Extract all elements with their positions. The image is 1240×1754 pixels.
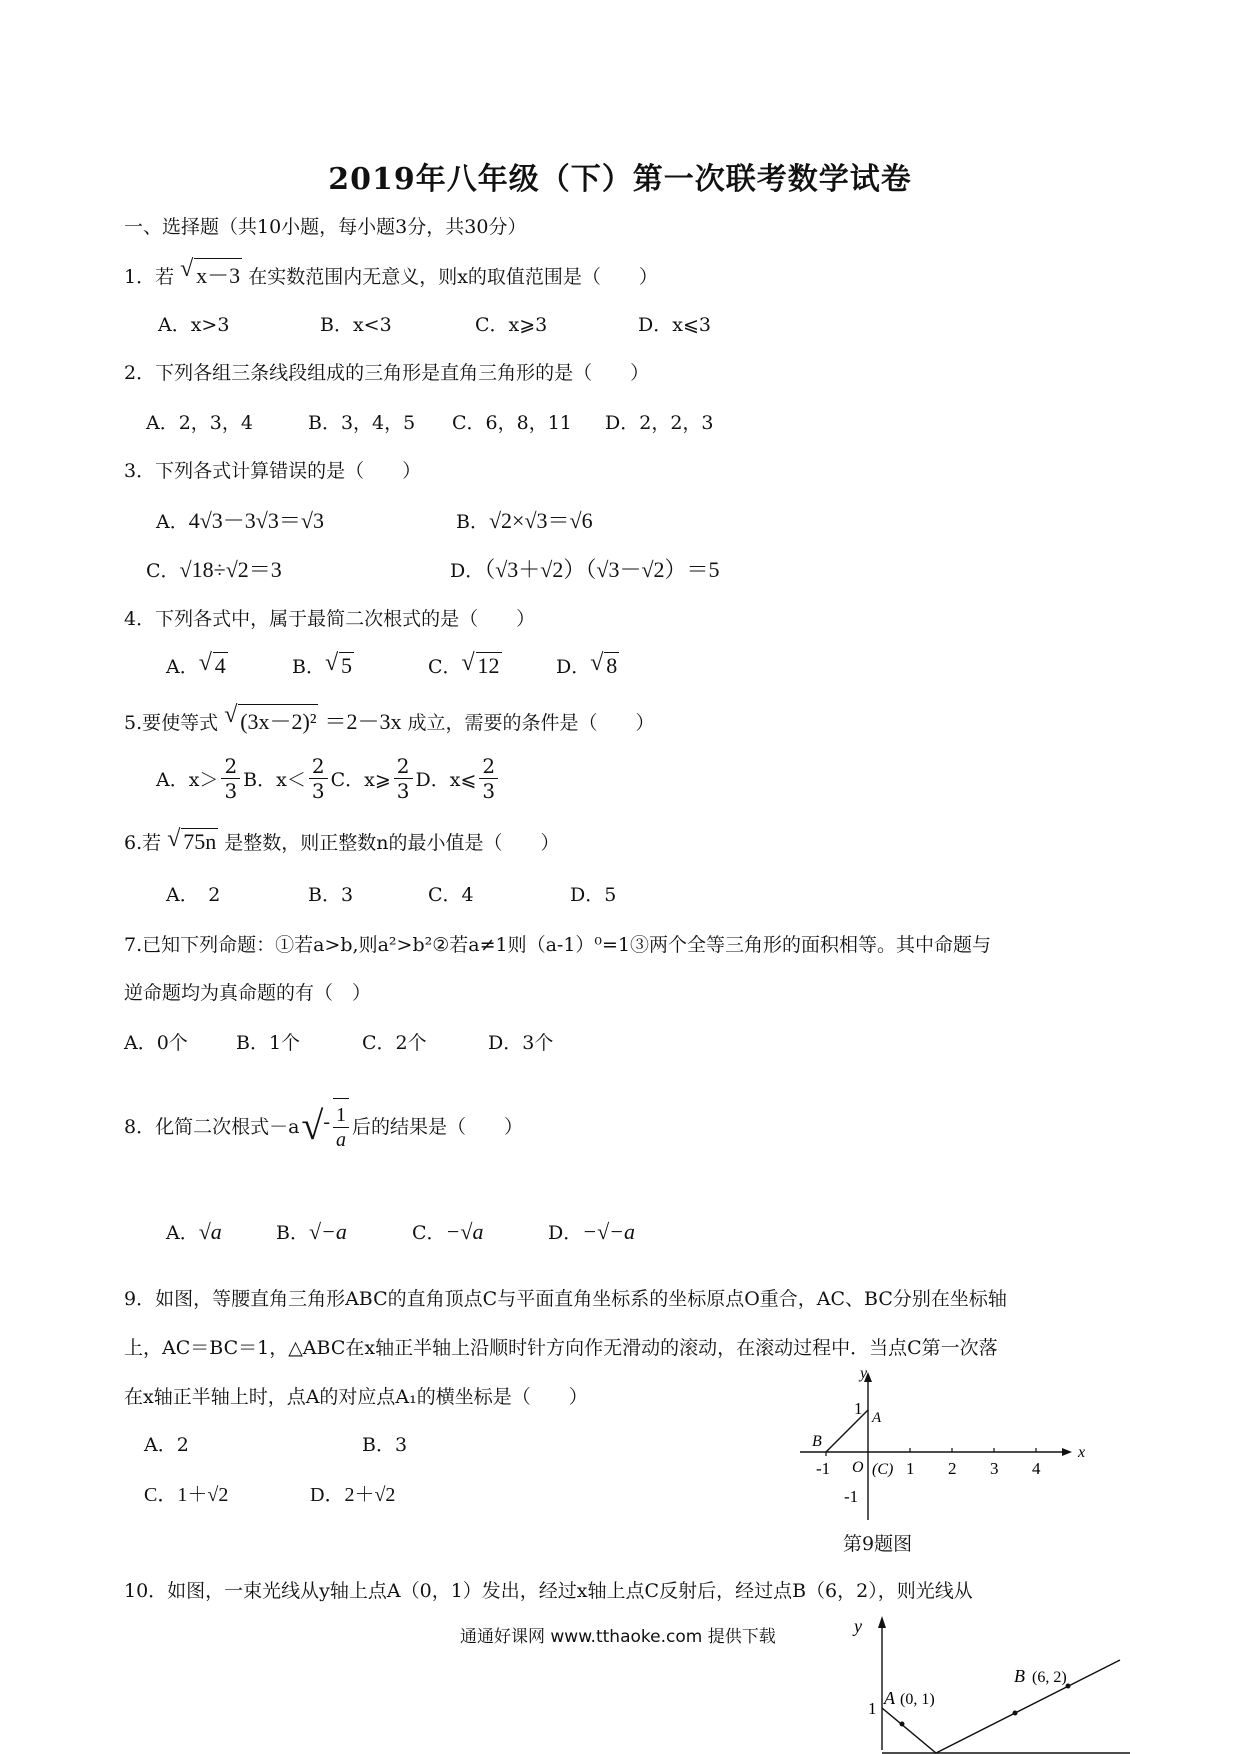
q5-b-num: 2 [309,754,328,779]
q1-suffix: 在实数范围内无意义，则x的取值范围是（ ） [248,266,658,288]
q8-option-c [412,1218,483,1245]
question-9-line-2: 上，AC＝BC＝1，△ABC在x轴正半轴上沿顺时针方向作无滑动的滚动，在滚动过程中．当点C第一次落 [124,1337,998,1359]
q3-a-label: A． [156,511,189,533]
q9-option-b: B．3 [362,1434,408,1456]
q9-y-tick-neg1: -1 [844,1487,859,1506]
q4-option-b [292,652,354,679]
q5-b-label: B．x＜ [243,769,306,791]
q8-frac-num: 1 [333,1103,349,1128]
section-heading: 一、选择题（共10小题，每小题3分，共30分） [124,216,527,238]
q10-y-arrow-icon [878,1616,886,1628]
q5-prefix: 5.要使等式 [124,712,219,734]
q8-suffix: 后的结果是（ ） [352,1115,524,1138]
q6-radicand: 75n [183,829,217,854]
q4-d-radical: √ 8 [590,650,618,678]
q7-option-b: B．1个 [236,1032,301,1054]
q5-b-den: 3 [311,779,325,803]
q8-option-b [276,1218,347,1245]
q5-b-fraction [309,754,328,803]
q1-option-b: B．x<3 [320,314,392,336]
q2-option-b: B．3，4，5 [308,412,416,434]
q4-d-label: D． [556,656,591,678]
q5-d-den: 3 [482,779,496,803]
q8-a-label: A． [166,1222,199,1244]
q3-d-expr: （√3＋√2）（√3－√2）＝5 [484,557,720,582]
q9-y-tick-1: 1 [854,1399,863,1418]
q5-a-den: 3 [224,779,238,803]
q9-x-tick-1: 1 [906,1459,915,1478]
q7-option-d: D．3个 [488,1032,554,1054]
q8-radical-sign: √ [301,1102,324,1148]
q3-option-c [146,553,282,584]
q3-option-a [156,504,324,535]
q5-suffix: 成立，需要的条件是（ ） [407,712,655,734]
q6-option-c: C．4 [428,884,474,906]
q5-equation-rhs: ＝2－3x [324,709,402,734]
q6-prefix: 6.若 [124,832,162,854]
q5-radical: √ (3x－2)² [224,702,317,734]
q3-c-expr: √18÷√2＝3 [179,557,282,582]
q4-a-radical: √ 4 [198,650,226,678]
q5-a-fraction [221,754,240,803]
question-7-line-2: 逆命题均为真命题的有（ ） [124,982,372,1004]
question-10-line-1: 10．如图，一束光线从y轴上点A（0，1）发出，经过x轴上点C反射后，经过点B（6，2），则光线从 [124,1580,973,1602]
q9-point-b: B [812,1433,822,1450]
q3-b-expr: √2×√3＝√6 [488,508,593,533]
q8-a-expr: √a [198,1219,222,1244]
q4-option-a [166,652,228,679]
q9-figure-caption: 第9题图 [843,1533,913,1555]
question-5 [124,704,655,736]
q7-option-c: C．2个 [362,1032,427,1054]
q4-c-radical: √ 12 [461,650,500,678]
q1-prefix: 1．若 [124,266,175,288]
q6-radical: √ 75n [167,826,217,854]
question-9-line-1: 9．如图，等腰直角三角形ABC的直角顶点C与平面直角坐标系的坐标原点O重合，AC、BC分别在坐标轴 [124,1288,1007,1310]
q6-option-b: B．3 [308,884,354,906]
q10-point-a: A [884,1688,895,1708]
q4-option-c [428,652,502,679]
q8-prefix: 8．化简二次根式－a [124,1115,300,1138]
q5-c-num: 2 [394,754,413,779]
q10-figure [840,1600,1140,1754]
q8-b-expr: √−a [308,1219,347,1244]
q9-point-c: (C) [872,1461,894,1478]
q4-c-radicand: 12 [477,653,500,678]
q4-a-radicand: 4 [214,653,226,678]
q4-option-d [556,652,619,679]
q8-b-label: B． [276,1222,309,1244]
q8-fraction [333,1098,349,1152]
q8-neg: - [323,1110,331,1133]
q5-c-label: C．x⩾ [330,769,391,791]
q8-option-d [548,1218,635,1245]
q8-c-expr: −√a [445,1219,484,1244]
q8-c-label: C． [412,1222,446,1244]
question-8 [124,1098,523,1152]
q3-c-label: C． [146,560,180,582]
q10-y-label: y [854,1616,862,1636]
q9-x-arrow-icon [1062,1448,1072,1456]
q2-option-c: C．6，8，11 [452,412,572,434]
q1-radical: √ x－3 [180,256,241,288]
question-9-line-3: 在x轴正半轴上时，点A的对应点A₁的横坐标是（ ） [124,1386,588,1408]
q6-option-d: D．5 [570,884,617,906]
q5-a-label: A．x＞ [156,769,219,791]
q4-b-label: B． [292,656,325,678]
q9-figure [800,1370,1090,1530]
question-6 [124,828,559,855]
q5-options [156,754,501,803]
q9-x-label: x [1078,1444,1086,1461]
q3-option-b [456,504,593,535]
q2-option-a: A．2，3，4 [146,412,253,434]
footer-watermark: 通通好课网 www.tthaoke.com 提供下载 [460,1627,776,1647]
q10-point-b: B [1014,1666,1025,1686]
q5-d-num: 2 [479,754,498,779]
q3-b-label: B． [456,511,489,533]
q8-d-expr: −√−a [582,1219,635,1244]
q6-suffix: 是整数，则正整数n的最小值是（ ） [224,832,560,854]
q10-point-a-coord: (0, 1) [900,1691,935,1708]
q9-option-d: D．2＋√2 [310,1484,396,1506]
q9-option-a: A．2 [144,1434,189,1456]
q5-radicand: (3x－2)² [238,704,318,736]
question-2: 2．下列各组三条线段组成的三角形是直角三角形的是（ ） [124,362,650,384]
q5-d-fraction [479,754,498,803]
question-4: 4．下列各式中，属于最简二次根式的是（ ） [124,608,536,630]
q5-a-num: 2 [221,754,240,779]
q9-origin: O [852,1459,864,1476]
q7-option-a: A．0个 [124,1032,188,1054]
q8-frac-den: a [336,1129,347,1151]
q9-x-tick-neg1: -1 [816,1459,831,1478]
q9-x-tick-3: 3 [990,1459,999,1478]
q9-x-tick-2: 2 [948,1459,957,1478]
q10-y-tick-1: 1 [868,1699,877,1718]
q8-option-a [166,1218,222,1245]
q9-y-label: y [860,1370,868,1382]
page-title: 2019年八年级（下）第一次联考数学试卷 [328,162,912,197]
question-3: 3．下列各式计算错误的是（ ） [124,460,422,482]
q6-option-a: A． 2 [166,884,221,906]
q5-c-den: 3 [396,779,410,803]
q9-option-c: C．1＋√2 [144,1484,229,1506]
q2-option-d: D．2，2，3 [605,412,714,434]
q4-c-label: C． [428,656,462,678]
q4-b-radical: √ 5 [324,650,352,678]
q9-point-a: A [872,1410,882,1426]
q3-option-d [450,553,720,584]
q1-option-a: A．x>3 [158,314,230,336]
q9-x-tick-4: 4 [1032,1459,1041,1478]
q3-d-label: D． [450,560,485,582]
q4-d-radicand: 8 [606,653,618,678]
q5-d-label: D．x⩽ [415,769,477,791]
q10-point-b-coord: (6, 2) [1032,1669,1067,1686]
q1-option-c: C．x⩾3 [475,314,548,336]
q4-a-label: A． [166,656,199,678]
q4-b-radicand: 5 [340,653,352,678]
q3-a-expr: 4√3－3√3＝√3 [188,508,324,533]
question-7-line-1: 7.已知下列命题：①若a>b,则a²>b²②若a≠1则（a-1）⁰=1③两个全等三角形的面积相等。其中命题与 [124,934,992,956]
question-1 [124,258,658,290]
q8-d-label: D． [548,1222,583,1244]
q1-option-d: D．x⩽3 [638,314,711,336]
q5-c-fraction [394,754,413,803]
q1-radicand: x－3 [194,258,242,290]
